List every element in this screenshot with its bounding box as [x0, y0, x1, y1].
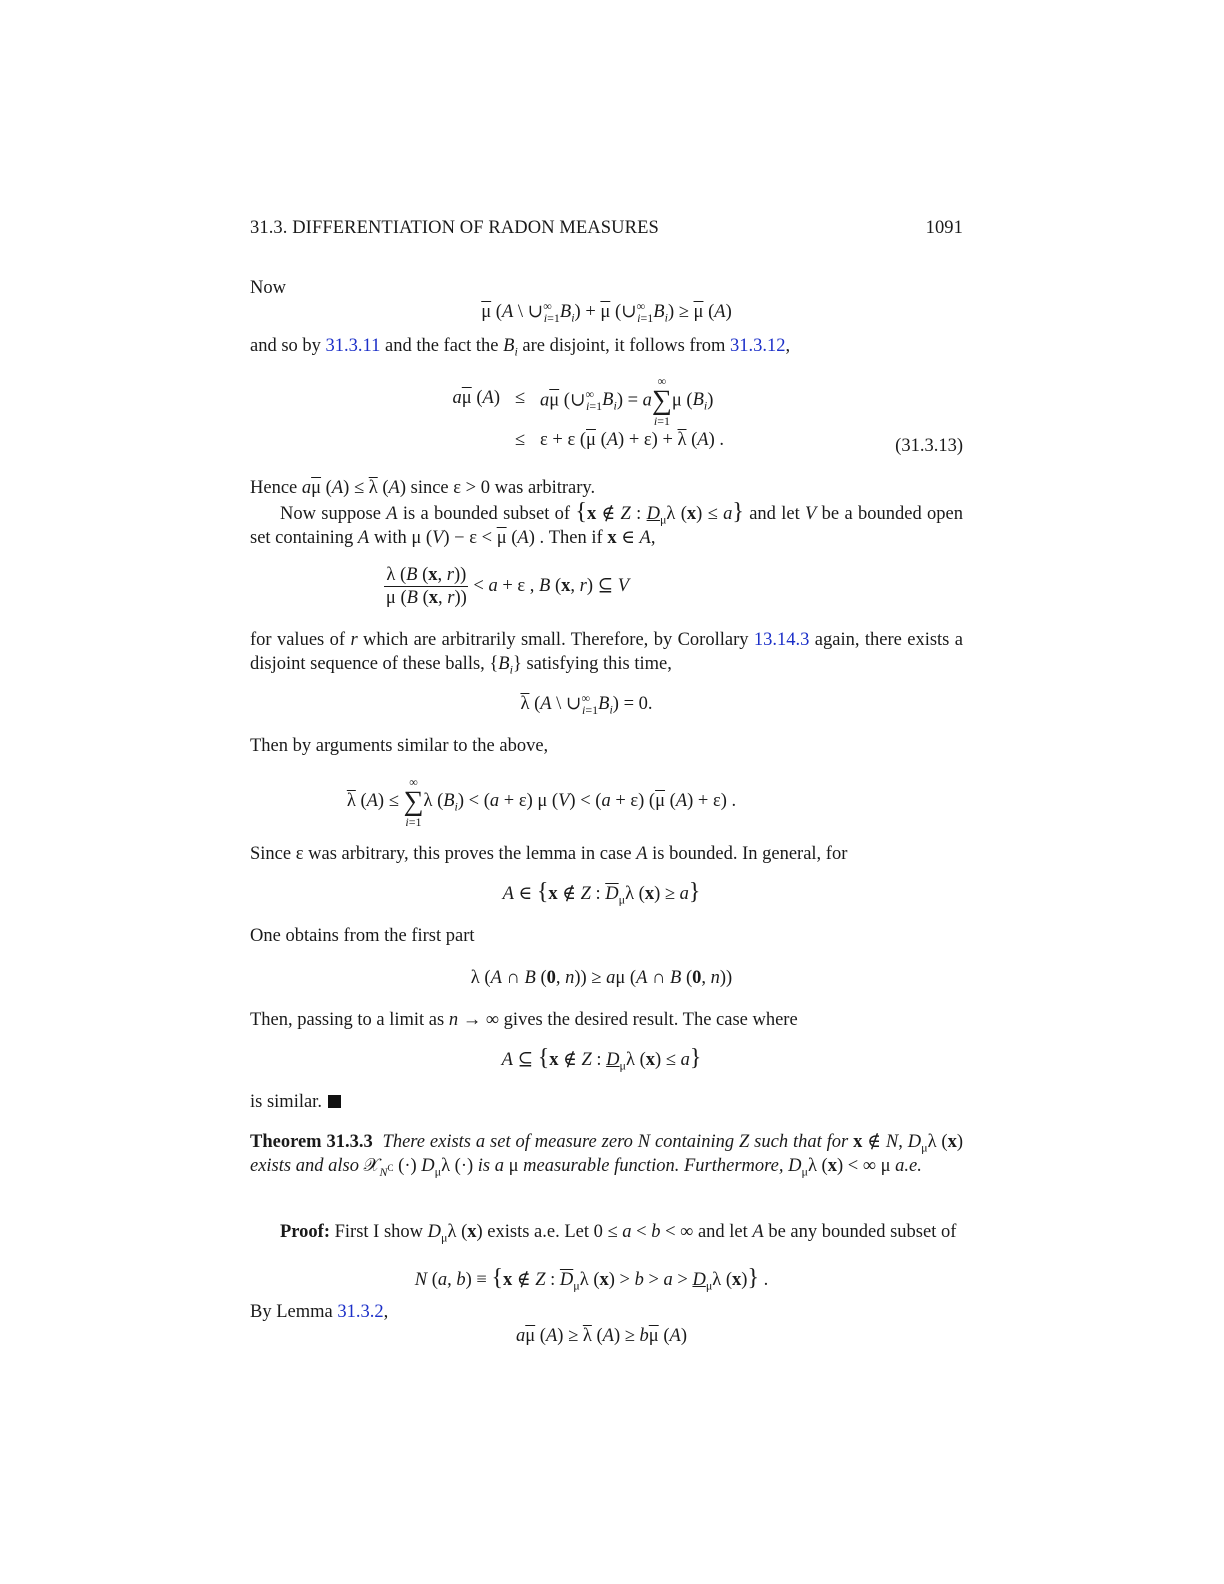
proof-label: Proof: — [280, 1222, 330, 1242]
equation-number: (31.3.13) — [895, 436, 963, 456]
fraction-lambda-mu: $\frac{\lambda (B (x, r))}{\mu (B (x, r))}$ — [385, 565, 467, 608]
paragraph-then-by — [250, 734, 963, 758]
theorem-31-3-3: Theorem 31.3.3 There exists a set of measure zero N containing Z such that for x ∉ N, $D_\mu\lambda$ (x) exists and also 𝒳$_{N^C}$ (·) $D_\mu\lambda$ (·) is a μ measurable function. Furthermore, $D_\mu\lambda$ (x) < ∞ μ a.e. — [250, 1132, 964, 1179]
qed-square-icon — [328, 1095, 341, 1108]
paragraph-now-suppose: Now suppose A is a bounded subset of {x ∉ Z : $D_\mu\lambda$ (x) ≤ a} and let V be a bounded open set containing A with μ $(V) - \varepsilon < \overline{\mu}$ (A) . Then if x ∈ A, — [250, 499, 963, 548]
link-corollary-13-14-3[interactable]: 13.14.3 — [753, 630, 810, 650]
text-one-obtains: One obtains from the first part — [250, 926, 475, 946]
running-header — [250, 216, 963, 244]
equation-array-31-3-13: $a\overline{\mu}$ (A) ≤ $a\overline{\mu}$ $(\cup^\infty_{i=1}B_i) = a$ ∞ ∑ i=1 μ $(B_i)$ ≤ ε + ε ($\overline{\mu}$ $(A) + \varepsilon) + \overline{\lambda}$ (A) . (31.3.13) — [452, 374, 963, 456]
equation-lambda-bound: $\overline{\lambda}$ (A) ≤ ∞ ∑ i=1 λ $(B_i) < (a + \varepsilon)$ μ (V) < (a + ε) ($\overline{\mu}$ (A) + ε) . — [346, 774, 737, 829]
page-number: 1091 — [925, 218, 963, 238]
page — [250, 216, 964, 1346]
text-then-by-arguments: Then by arguments similar to the above, — [250, 736, 549, 756]
sum-symbol: ∞ ∑ i=1 — [651, 374, 672, 428]
text-is-similar: is similar. — [250, 1092, 322, 1112]
link-lemma-31-3-2[interactable]: 31.3.2 — [337, 1302, 384, 1322]
paragraph-similar — [250, 1090, 963, 1114]
paragraph-since: Since ε was arbitrary, this proves the lemma in case A is bounded. In general, for — [250, 844, 848, 864]
equation-lambda-intersect: λ (A ∩ B (0, n)) ≥ aμ (A ∩ B (0, n)) — [470, 968, 733, 988]
paragraph-by-lemma: By Lemma 31.3.2, — [250, 1302, 389, 1322]
equation-ratio: $\frac{\lambda (B (x, r))}{\mu (B (x, r))}$ < a + ε , B (x, r) ⊆ V — [385, 565, 630, 608]
paragraph-and-so: and so by 31.3.11 and the fact the $B_i$ are disjoint, it follows from 31.3.12, — [250, 336, 791, 359]
paragraph-for-values: for values of r which are arbitrarily small. Therefore, by Corollary 13.14.3 again, there exists a disjoint sequence of these balls, $\{B_i\}$ satisfying this time, — [250, 630, 963, 677]
equation-a-in-set: A ∈ {x ∉ Z : $\overline{D}_\mu\lambda$ (x) ≥ a} — [502, 879, 701, 907]
equation-mu-bar-union: $\overline{\mu}$ (A \ $\cup^\infty_{i=1}B_i) + \overline{\mu}$ $(\cup^\infty_{i=1}B_i) \ge \overline{\mu}$ (A) — [481, 298, 732, 325]
proof: Proof: First I show $D_\mu\lambda$ (x) exists a.e. Let 0 ≤ a < b < ∞ and let A be any bounded subset of — [280, 1222, 957, 1245]
paragraph-hence: Hence $a\overline{\mu}$ $(A) \le \overline{\lambda}$ (A) since ε > 0 was arbitrary. — [250, 478, 596, 498]
link-eq-31-3-12[interactable]: 31.3.12 — [730, 336, 786, 356]
text-now: Now — [250, 278, 286, 298]
sum-symbol-2: ∞ ∑ i=1 — [403, 774, 424, 829]
link-eq-31-3-11[interactable]: 31.3.11 — [325, 336, 381, 356]
paragraph-passing: Then, passing to a limit as n → ∞ gives the desired result. The case where — [250, 1010, 798, 1030]
theorem-label: Theorem 31.3.3 — [250, 1132, 373, 1152]
paragraph-now — [250, 276, 963, 300]
equation-lambda-bar-zero: $\overline{\lambda}$ (A \ $\cup^\infty_{i=1}B_i) = 0$. — [520, 690, 653, 717]
equation-final: $a\overline{\mu}$ $(A) \ge \overline{\lambda}$ $(A) \ge b\overline{\mu}$ (A) — [516, 1326, 687, 1346]
equation-n-a-b: N (a, b) ≡ {x ∉ Z : $\overline{D}_\mu\lambda$ $(x) > b > a > D_\mu\lambda$ (x)} . — [414, 1265, 769, 1293]
paragraph-one-obtains — [250, 924, 963, 948]
section-title: 31.3. DIFFERENTIATION OF RADON MEASURES — [250, 218, 659, 238]
equation-a-subset: A ⊆ {x ∉ Z : $D_\mu\lambda$ (x) ≤ a} — [501, 1045, 702, 1073]
